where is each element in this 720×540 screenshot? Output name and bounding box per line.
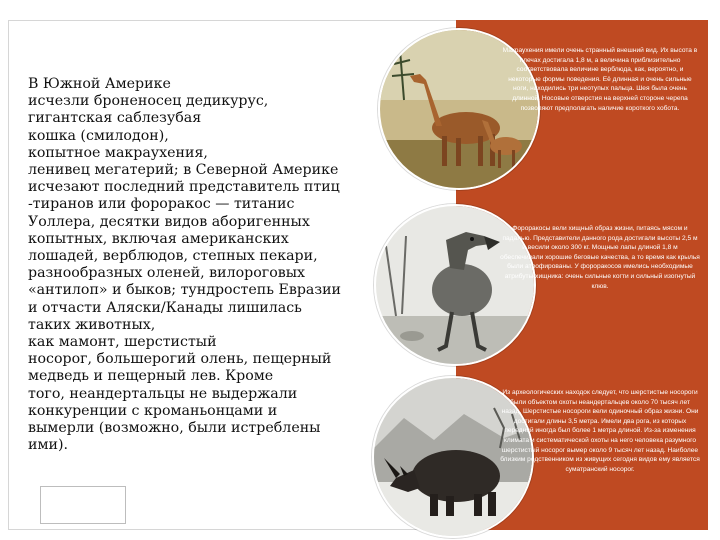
main-text-panel [28,76,376,468]
empty-placeholder-box[interactable] [40,486,126,524]
macrauchenia-description: Макраухения имели очень странный внешний вид. Их высота в плечах достигала 1,8 м, а величина приблизительно соответствовала величине верблюда, как, вероятно, и некоторые формы поведения. Её длинная и очень сильные ноги, находились три неотупых пальца. Шея была очень длинной. Носовые отверстия на верхней стороне черепа позволяют предполагать наличие короткого хобота. [502,47,698,112]
woolly-rhinoceros-description: Из археологических находок следует, что шерстистые носороги были объектом охоты неандертальцев около 70 тысяч лет назад. Шерстистые носороги вели одиночный образ жизни. Они достигали длины 3,5 метра. Имели два рога, из которых передний иногда был более 1 метра длиной. Из-за изменения климата и систематической охоты на него человека разумного шерстистый носорог вымер около 9 тысяч лет назад. Наиболее близким родственником из живущих сегодня видов ему является суматранский носорог. [500,389,700,473]
phorusrhacos-description: Фороракосы вели хищный образ жизни, питаясь мясом и падалью. Представители данного рода достигали высоты 2,5 м и весили около 300 кг. Мощные лапы длиной 1,8 м обеспечивали хорошие беговые качества, а то время как крылья были атрофированы. У фороракосов имелись необходимые атрибуты хищника: очень сильные когти и сильный изогнутый клюв. [500,225,700,290]
main-text: В Южной Америке исчезли броненосец дедикурус, гигантская саблезубая кошка (смилодон), копытное макраухения, ленивец мегатерий; в Северной Америке исчезают последний представитель птиц -тиранов или фороракоc — титанис Уоллера, десятки видов аборигенных копытных, включая американских лошадей, верблюдов, степных пекари, разнообразных оленей, вилороговых «антилоп» и быков; тундростепь Евразии и отчасти Аляски/Канады лишилась таких животных, как мамонт, шерстистый носорог, большерогий олень, пещерный медведь и пещерный лев. Кроме того, неандертальцы не выдержали конкуренции с кроманьонцами и вымерли (возможно, были истреблены ими). [28,76,342,454]
